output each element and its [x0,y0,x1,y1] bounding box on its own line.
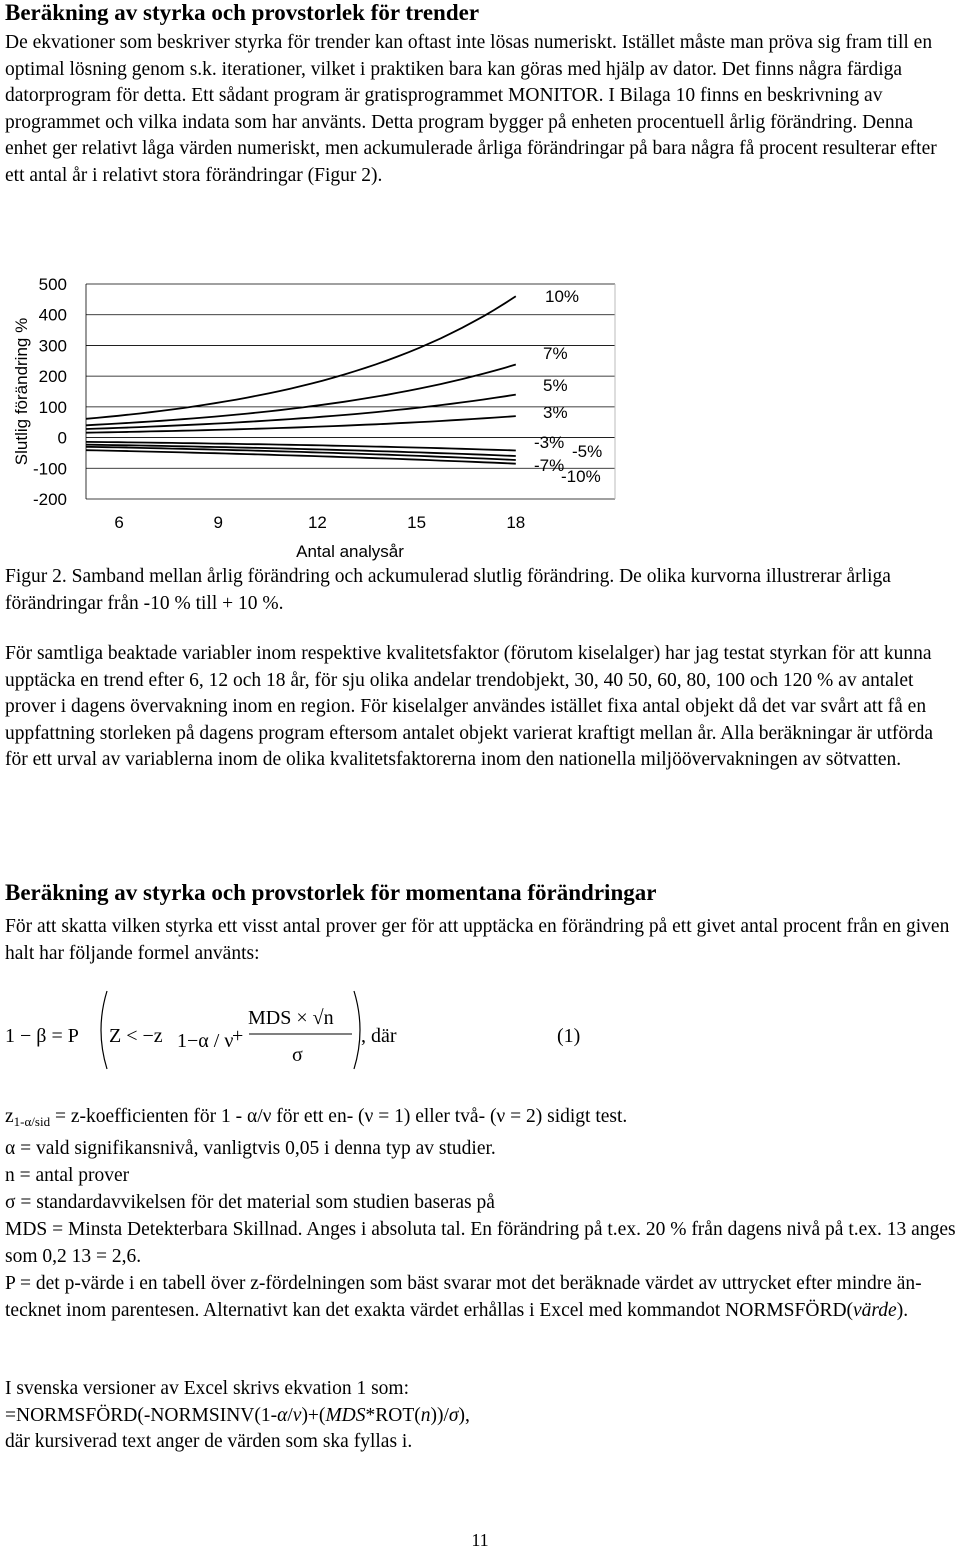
y-tick-label: -200 [32,490,67,509]
definitions-list [5,1103,957,1324]
x-tick-label: 12 [307,513,327,532]
excel-formula-alpha: α [277,1404,288,1426]
y-tick-label: 500 [38,275,67,294]
y-tick-label: 400 [38,305,67,325]
x-tick-label: 9 [213,513,223,532]
series-label: 5% [543,376,568,395]
chart-series-labels [534,287,602,486]
definition-z [5,1103,957,1135]
section-body-momentary: För att skatta vilken styrka ett visst antal prover ger för att upptäcka en förändring på ett givet antal procent från en given halt har följande formel använts: [5,916,950,964]
formula-plus: + [232,1025,244,1047]
excel-formula-part: ))/ [430,1404,449,1426]
excel-formula-part: =NORMSFÖRD(-NORMSINV(1- [5,1404,278,1426]
definition-n: n = antal prover [5,1165,130,1186]
series-label: 3% [543,403,568,422]
series-label: -7% [534,456,565,475]
definition-mds: MDS = Minsta Detekterbara Skillnad. Anges i absoluta tal. En förändring på t.ex. 20 % från dagens nivå på t.ex. 13 anges som 0,2 13 = 2,6. [5,1219,956,1267]
z-symbol: z [5,1106,14,1127]
formula-z: Z < −z [109,1025,163,1047]
excel-formula-mds: MDS [325,1404,366,1426]
formula-suffix: , där [361,1025,397,1047]
definition-alpha: α = vald signifikansnivå, vanligtvis 0,05 i denna typ av studier. [5,1138,496,1159]
excel-formula-nu: ν [292,1404,302,1426]
trend-chart [5,268,620,565]
paragraph-variables: För samtliga beaktade variabler inom respektive kvalitetsfaktor (förutom kiselalger) har jag testat styrkan för att kunna upptäcka en trend efter 6, 12 och 18 år, för sju olika andelar trendobjekt, 30, 40 50, 60, 80, 100 och 120 % av antalet prover i dagens övervakning inom en region. För kiselalger användes istället fixa antal objekt då det var svårt att få en uppfattning storleken på dagens program eftersom antalet objekt varierat kraftigt mellan år. Alla beräkningar är utförda för ett urval av variablerna inom de olika kvalitetsfaktorerna inom den nationella miljöövervakningen av sötvatten. [5,643,934,770]
series-label: 10% [545,287,580,306]
y-tick-label: 0 [57,428,67,448]
x-tick-label: 18 [506,513,526,532]
z-definition-text: = z-koefficienten för 1 - α/ν för ett en- (ν = 1) eller två- (ν = 2) sidigt test. [50,1106,628,1127]
excel-formula-part: ), [458,1404,470,1426]
series-label: 7% [543,344,568,363]
y-tick-label: 200 [38,367,67,387]
y-tick-label: -100 [32,459,67,479]
chart-y-axis-label: Slutlig förändring % [12,317,31,466]
series-label: -3% [534,433,565,452]
excel-formula-sigma: σ [448,1404,459,1426]
y-tick-label: 300 [38,336,67,356]
excel-formula-part: )+( [301,1404,326,1426]
z-subscript: 1-α/sid [13,1114,51,1129]
definition-p [5,1270,957,1324]
figure-caption: Figur 2. Samband mellan årlig förändring och ackumulerad slutlig förändring. De olika kurvorna illustrerar årliga förändringar från -10 % till + 10 %. [5,566,891,614]
excel-intro: I svenska versioner av Excel skrivs ekvation 1 som: [5,1378,409,1399]
formula-denominator: σ [292,1044,303,1066]
x-tick-label: 6 [114,513,124,532]
chart-y-ticks [33,275,67,509]
section-title-trends: Beräkning av styrka och provstorlek för trender [5,0,480,25]
series-line [86,445,516,456]
x-tick-label: 15 [407,513,427,532]
page-number: 11 [471,1530,489,1550]
excel-formula [5,1403,955,1430]
chart-series-lines [86,296,516,463]
formula-z-subscript: 1−α / ν [177,1030,234,1052]
p-definition-italic: värde [853,1300,897,1321]
excel-formula-slash: / [287,1404,293,1426]
formula-lhs: 1 − β = P [5,1025,79,1047]
definition-sigma: σ = standardavvikelsen för det material som studien baseras på [5,1192,495,1213]
equation-1 [5,985,955,1070]
equation-number: (1) [557,1025,581,1047]
section-title-momentary: Beräkning av styrka och provstorlek för momentana förändringar [5,880,657,905]
p-definition-end: ). [896,1300,909,1321]
excel-formula-n: n [420,1404,431,1426]
series-label: -5% [572,442,603,461]
p-definition-text: P = det p-värde i en tabell över z-fördelningen som bäst svarar mot det beräknade värdet av uttrycket efter mindre än-tecknet inom parentesen. Alternativt kan det exakta värdet erhållas i Excel med kommandot NORMSFÖRD( [5,1273,922,1321]
excel-outro: där kursiverad text anger de värden som ska fyllas i. [5,1431,413,1452]
excel-formula-part: *ROT( [365,1404,421,1426]
series-line [86,365,516,426]
formula-numerator: MDS × √n [248,1007,334,1029]
series-label: -10% [561,467,601,486]
y-tick-label: 100 [38,397,67,417]
chart-x-ticks [114,513,525,532]
chart-x-axis-label: Antal analysår [296,542,404,561]
section-body-trends: De ekvationer som beskriver styrka för trender kan oftast inte lösas numeriskt. Istället måste man pröva sig fram till en optimal lösning genom s.k. iterationer, vilket i praktiken bara kan göras med hjälp av dator. Det finns några färdiga datorprogram för detta. Ett sådant program är gratisprogrammet MONITOR. I Bilaga 10 finns en beskrivning av programmet och vilka indata som har använts. Detta program bygger på enheten procentuell årlig förändring. Denna enhet ger relativt låga värden numeriskt, men ackumulerade årliga förändringar på bara några få procent resulterar efter ett antal år i relativt stora förändringar (Figur 2). [5,32,937,186]
excel-section [5,1376,955,1456]
